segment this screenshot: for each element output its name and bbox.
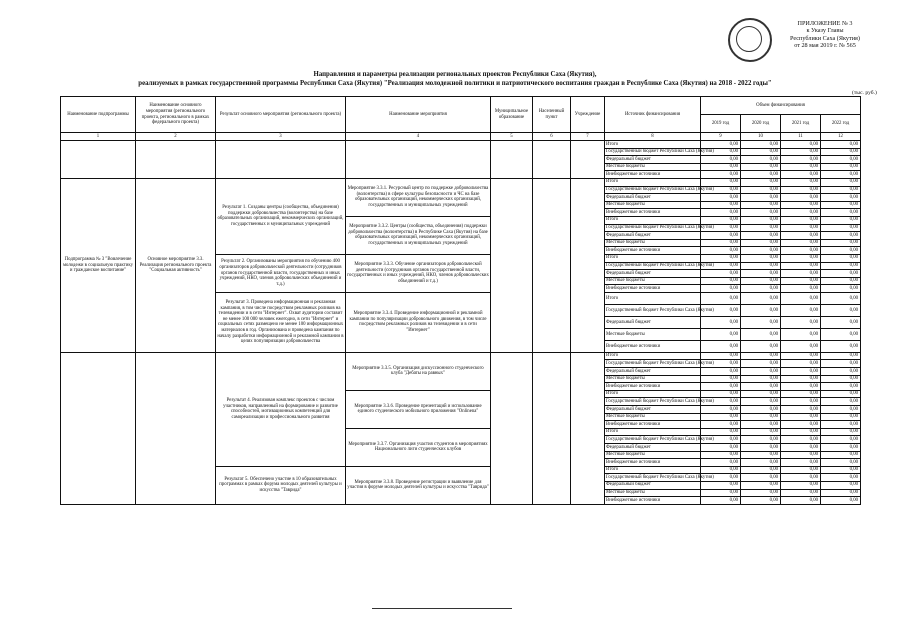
amount-cell: 0,00	[821, 209, 861, 217]
amount-cell: 0,00	[821, 239, 861, 247]
header-year: 2019 год	[701, 115, 741, 133]
amount-cell: 0,00	[701, 444, 741, 452]
amount-cell: 0,00	[701, 459, 741, 467]
amount-cell: 0,00	[821, 270, 861, 278]
source-cell: Внебюджетные источники	[605, 171, 701, 179]
amount-cell: 0,00	[781, 270, 821, 278]
amount-cell: 0,00	[701, 466, 741, 474]
amount-cell: 0,00	[821, 413, 861, 421]
activity-cell: Мероприятие 3.3.3. Обучение организаторов добровольческой деятельности (сотрудников органов государственной власти, государственных и иных учреждений, НКО, членов добровольческих объединений и т.д.)	[346, 254, 491, 292]
amount-cell: 0,00	[781, 328, 821, 340]
amount-cell: 0,00	[781, 436, 821, 444]
amount-cell: 0,00	[821, 406, 861, 414]
amount-cell: 0,00	[821, 375, 861, 383]
amount-cell: 0,00	[781, 247, 821, 255]
amount-cell: 0,00	[741, 489, 781, 497]
amount-cell: 0,00	[741, 413, 781, 421]
settlement-cell	[533, 178, 571, 352]
amount-cell: 0,00	[781, 481, 821, 489]
subprogram-cell: Подпрограмма № 3 "Вовлечение молодежи в социальную практику и гражданское воспитание"	[61, 178, 136, 352]
amount-cell: 0,00	[781, 474, 821, 482]
amount-cell: 0,00	[701, 292, 741, 304]
amount-cell: 0,00	[821, 360, 861, 368]
amount-cell: 0,00	[821, 340, 861, 352]
source-cell: Итого	[605, 216, 701, 224]
sub-empty	[61, 141, 136, 179]
amount-cell: 0,00	[741, 406, 781, 414]
amount-cell: 0,00	[741, 171, 781, 179]
column-number: 6	[533, 133, 571, 141]
source-cell: Внебюджетные источники	[605, 340, 701, 352]
source-cell: Федеральный бюджет	[605, 406, 701, 414]
amount-cell: 0,00	[701, 316, 741, 328]
amount-cell: 0,00	[701, 406, 741, 414]
amount-cell: 0,00	[701, 360, 741, 368]
column-number: 1	[61, 133, 136, 141]
amount-cell: 0,00	[781, 156, 821, 164]
appendix-line: Республики Саха (Якутия)	[790, 34, 860, 42]
amount-cell: 0,00	[701, 232, 741, 240]
amount-cell: 0,00	[821, 201, 861, 209]
source-cell: Местные бюджеты	[605, 489, 701, 497]
source-cell: Местные бюджеты	[605, 201, 701, 209]
header-year: 2020 год	[741, 115, 781, 133]
amount-cell: 0,00	[741, 277, 781, 285]
amount-cell: 0,00	[781, 209, 821, 217]
amount-cell: 0,00	[701, 497, 741, 505]
amount-cell: 0,00	[781, 406, 821, 414]
municipality-cell	[491, 352, 533, 504]
main-activity-cell: Основное мероприятие 3.3. Реализация регионального проекта "Социальная активность"	[136, 178, 216, 352]
amount-cell: 0,00	[741, 156, 781, 164]
header-source: Источник финансирования	[605, 97, 701, 133]
amount-cell: 0,00	[821, 254, 861, 262]
sub-empty	[61, 352, 136, 504]
source-cell: Итого	[605, 292, 701, 304]
activity-cell: Мероприятие 3.3.4. Проведение информационной и рекламной кампании по популяризации добровольного движения, в том числе посредством рекламных роликов на телевидении и в сети "Интернет"	[346, 292, 491, 352]
source-cell: Государственный бюджет Республики Саха (Якутия)	[606, 398, 714, 404]
activity-cell: Мероприятие 3.3.8. Проведение регистрации и выявление для участия в форуме молодых деятелей культуры и искусства "Таврида"	[346, 466, 491, 504]
source-cell: Государственный бюджет Республики Саха (Якутия)	[606, 436, 714, 442]
amount-cell: 0,00	[781, 232, 821, 240]
amount-cell: 0,00	[741, 194, 781, 202]
activity-cell: Мероприятие 3.3.1. Ресурсный центр по поддержке добровольчества (волонтерства) в сфере культуры безопасности и ЧС на базе образовательных организаций, некоммерческих организаций, государственных и муниципальных учреждений	[346, 178, 491, 216]
amount-cell: 0,00	[701, 270, 741, 278]
amount-cell: 0,00	[701, 239, 741, 247]
source-cell: Государственный бюджет Республики Саха (Якутия)	[606, 263, 714, 268]
amount-cell: 0,00	[701, 247, 741, 255]
amount-cell: 0,00	[821, 285, 861, 293]
source-cell: Местные бюджеты	[605, 163, 701, 171]
amount-cell: 0,00	[701, 304, 741, 316]
amount-cell: 0,00	[821, 316, 861, 328]
amount-cell: 0,00	[741, 390, 781, 398]
amount-cell: 0,00	[781, 497, 821, 505]
amount-cell: 0,00	[701, 277, 741, 285]
amount-cell: 0,00	[701, 428, 741, 436]
amount-cell: 0,00	[781, 459, 821, 467]
amount-cell: 0,00	[821, 459, 861, 467]
amount-cell: 0,00	[741, 239, 781, 247]
amount-cell: 0,00	[741, 459, 781, 467]
source-cell: Внебюджетные источники	[605, 247, 701, 255]
source-cell: Федеральный бюджет	[605, 316, 701, 328]
source-cell: Итого	[605, 141, 701, 149]
amount-cell: 0,00	[741, 216, 781, 224]
source-cell: Местные бюджеты	[605, 375, 701, 383]
amount-cell: 0,00	[821, 156, 861, 164]
amount-cell: 0,00	[741, 178, 781, 186]
amount-cell: 0,00	[741, 209, 781, 217]
source-cell: Государственный бюджет Республики Саха (Якутия)	[606, 360, 714, 366]
activity-cell: Мероприятие 3.3.6. Проведение презентаций и использование единого студенческого мобильного приложения "Onlinena"	[346, 390, 491, 428]
amount-cell: 0,00	[741, 270, 781, 278]
amount-cell: 0,00	[781, 451, 821, 459]
amount-cell: 0,00	[781, 316, 821, 328]
amount-cell: 0,00	[821, 163, 861, 171]
source-cell: Государственный бюджет Республики Саха (Якутия)	[605, 304, 701, 316]
source-cell: Федеральный бюджет	[605, 156, 701, 164]
amount-cell: 0,00	[781, 413, 821, 421]
amount-cell: 0,00	[741, 247, 781, 255]
amount-cell: 0,00	[821, 489, 861, 497]
amount-cell: 0,00	[741, 316, 781, 328]
amount-cell: 0,00	[701, 368, 741, 376]
title-line-1: Направления и параметры реализации региональных проектов Республики Саха (Якутия),	[313, 71, 597, 78]
source-cell: Государственный бюджет Республики Саха (Якутия)	[606, 187, 714, 193]
source-cell: Федеральный бюджет	[605, 232, 701, 240]
result-cell: Результат 2. Организованы мероприятия по обучению 400 организаторов добровольческой деятельности (сотрудников органов государственной власти, государственных и иных учреждений, НКО, членов добровольческих объединений и т.д.)	[216, 254, 346, 292]
amount-cell: 0,00	[781, 148, 821, 156]
amount-cell: 0,00	[781, 340, 821, 352]
column-number: 3	[216, 133, 346, 141]
amount-cell: 0,00	[821, 148, 861, 156]
amount-cell: 0,00	[741, 352, 781, 360]
title-line-2: реализуемых в рамках государственной программы Республики Саха (Якутия) "Реализация молодежной политики и патриотического воспитания граждан в Республике Саха (Якутия) на 2018 - 2022 годы"	[138, 79, 772, 87]
municipality-cell	[491, 178, 533, 352]
main-empty	[136, 352, 216, 504]
table-body	[61, 141, 861, 505]
column-number: 2	[136, 133, 216, 141]
amount-cell: 0,00	[781, 360, 821, 368]
amount-cell: 0,00	[701, 481, 741, 489]
amount-cell: 0,00	[741, 383, 781, 391]
amount-cell: 0,00	[821, 247, 861, 255]
amount-cell: 0,00	[741, 398, 781, 406]
source-cell: Итого	[605, 178, 701, 186]
amount-cell: 0,00	[781, 304, 821, 316]
amount-cell: 0,00	[821, 224, 861, 232]
amount-cell: 0,00	[781, 216, 821, 224]
amount-cell: 0,00	[701, 216, 741, 224]
amount-cell: 0,00	[701, 489, 741, 497]
source-cell: Внебюджетные источники	[605, 497, 701, 505]
amount-cell: 0,00	[701, 148, 741, 156]
amount-cell: 0,00	[701, 262, 741, 270]
amount-cell: 0,00	[701, 156, 741, 164]
amount-cell: 0,00	[821, 194, 861, 202]
amount-cell: 0,00	[701, 163, 741, 171]
source-cell: Местные бюджеты	[605, 328, 701, 340]
amount-cell: 0,00	[741, 368, 781, 376]
amount-cell: 0,00	[741, 340, 781, 352]
amount-cell: 0,00	[741, 474, 781, 482]
amount-cell: 0,00	[781, 383, 821, 391]
amount-cell: 0,00	[821, 328, 861, 340]
amount-cell: 0,00	[821, 383, 861, 391]
institution-cell	[571, 141, 605, 179]
source-cell: Местные бюджеты	[605, 413, 701, 421]
amount-cell: 0,00	[741, 497, 781, 505]
source-cell: Внебюджетные источники	[605, 383, 701, 391]
amount-cell: 0,00	[701, 451, 741, 459]
settlement-cell	[533, 141, 571, 179]
result-cell: Результат 3. Проведена информационная и рекламная кампания, в том числе посредством рекламных роликов на телевидении и в сети "Интернет". Охват аудитории составит не менее 100 000 человек ежегодно, в сети "Интернет" и социальных сетях размещено не менее 100 информационных материалов в год. Организована и проведена кампания по началу разработки информационной и рекламной кампании в целях популяризации добровольчества	[216, 292, 346, 352]
municipality-cell	[491, 141, 533, 179]
amount-cell: 0,00	[781, 262, 821, 270]
source-cell: Итого	[605, 428, 701, 436]
amount-cell: 0,00	[821, 497, 861, 505]
amount-cell: 0,00	[821, 216, 861, 224]
amount-cell: 0,00	[741, 262, 781, 270]
column-number: 8	[605, 133, 701, 141]
amount-cell: 0,00	[781, 292, 821, 304]
amount-cell: 0,00	[701, 254, 741, 262]
institution-cell	[571, 352, 605, 504]
header-activity: Наименование мероприятия	[346, 97, 491, 133]
amount-cell: 0,00	[821, 466, 861, 474]
amount-cell: 0,00	[821, 444, 861, 452]
amount-cell: 0,00	[701, 375, 741, 383]
header-municipality: Муниципальное образование	[491, 97, 533, 133]
amount-cell: 0,00	[821, 436, 861, 444]
amount-cell: 0,00	[741, 254, 781, 262]
amount-cell: 0,00	[741, 201, 781, 209]
amount-cell: 0,00	[781, 489, 821, 497]
amount-cell: 0,00	[701, 383, 741, 391]
activity-cell: Мероприятие 3.3.2. Центры (сообщества, объединения) поддержки добровольчества (волонтерства) в Республике Саха (Якутия) на базе образовательных организаций, некоммерческих организаций, государственных и муниципальных учреждений	[346, 216, 491, 254]
amount-cell: 0,00	[781, 254, 821, 262]
header-result: Результат основного мероприятия (регионального проекта)	[216, 97, 346, 133]
amount-cell: 0,00	[781, 375, 821, 383]
amount-cell: 0,00	[821, 428, 861, 436]
amount-cell: 0,00	[701, 390, 741, 398]
amount-cell: 0,00	[701, 171, 741, 179]
amount-cell: 0,00	[701, 186, 741, 194]
amount-cell: 0,00	[821, 368, 861, 376]
amount-cell: 0,00	[781, 178, 821, 186]
header-subprogram: Наименование подпрограммы	[61, 97, 136, 133]
amount-cell: 0,00	[821, 481, 861, 489]
amount-cell: 0,00	[781, 194, 821, 202]
amount-cell: 0,00	[781, 201, 821, 209]
source-cell: Государственный бюджет Республики Саха (Якутия)	[606, 474, 714, 480]
activity-cell: Мероприятие 3.3.5. Организация дискуссионного студенческого клуба "Дебаты на равных"	[346, 352, 491, 390]
amount-cell: 0,00	[781, 352, 821, 360]
table-row	[61, 141, 861, 149]
result-cell: Результат 5. Обеспечено участие в 10 образовательных программах в рамках форума молодых деятелей культуры и искусства "Таврида"	[216, 466, 346, 504]
amount-cell: 0,00	[821, 304, 861, 316]
amount-cell: 0,00	[821, 232, 861, 240]
amount-cell: 0,00	[821, 178, 861, 186]
source-cell: Местные бюджеты	[605, 239, 701, 247]
amount-cell: 0,00	[701, 209, 741, 217]
source-cell: Федеральный бюджет	[605, 270, 701, 278]
source-cell: Местные бюджеты	[605, 277, 701, 285]
source-cell: Местные бюджеты	[605, 451, 701, 459]
source-cell: Итого	[605, 466, 701, 474]
amount-cell: 0,00	[701, 436, 741, 444]
amount-cell: 0,00	[821, 352, 861, 360]
amount-cell: 0,00	[741, 360, 781, 368]
amount-cell: 0,00	[701, 413, 741, 421]
amount-cell: 0,00	[741, 304, 781, 316]
act-empty	[346, 141, 491, 179]
amount-cell: 0,00	[701, 421, 741, 429]
amount-cell: 0,00	[821, 398, 861, 406]
amount-cell: 0,00	[741, 436, 781, 444]
amount-cell: 0,00	[741, 148, 781, 156]
column-number: 12	[821, 133, 861, 141]
settlement-cell	[533, 352, 571, 504]
amount-cell: 0,00	[741, 285, 781, 293]
amount-cell: 0,00	[781, 277, 821, 285]
column-number: 10	[741, 133, 781, 141]
amount-cell: 0,00	[741, 186, 781, 194]
amount-cell: 0,00	[701, 178, 741, 186]
amount-cell: 0,00	[781, 224, 821, 232]
amount-cell: 0,00	[741, 163, 781, 171]
amount-cell: 0,00	[741, 328, 781, 340]
amount-cell: 0,00	[741, 224, 781, 232]
amount-cell: 0,00	[701, 141, 741, 149]
source-cell: Государственный бюджет Республики Саха (Якутия)	[606, 225, 714, 231]
amount-cell: 0,00	[821, 171, 861, 179]
header-year: 2022 год	[821, 115, 861, 133]
amount-cell: 0,00	[781, 285, 821, 293]
amount-cell: 0,00	[781, 444, 821, 452]
appendix-block	[760, 20, 890, 50]
source-cell: Внебюджетные источники	[605, 285, 701, 293]
amount-cell: 0,00	[781, 186, 821, 194]
header-main-activity: Наименование основного мероприятия (регионального проекта, регионального в рамках федерального проекта)	[136, 97, 216, 133]
amount-cell: 0,00	[701, 201, 741, 209]
source-cell: Итого	[605, 254, 701, 262]
header-year: 2021 год	[781, 115, 821, 133]
column-number: 11	[781, 133, 821, 141]
header-institution: Учреждение	[571, 97, 605, 133]
amount-cell: 0,00	[741, 466, 781, 474]
amount-cell: 0,00	[741, 375, 781, 383]
column-number: 4	[346, 133, 491, 141]
source-cell: Итого	[605, 352, 701, 360]
table-row	[61, 352, 861, 360]
amount-cell: 0,00	[821, 186, 861, 194]
appendix-line: к Указу Главы	[806, 27, 844, 35]
amount-cell: 0,00	[701, 194, 741, 202]
amount-cell: 0,00	[821, 474, 861, 482]
amount-cell: 0,00	[701, 474, 741, 482]
source-cell: Итого	[605, 390, 701, 398]
amount-cell: 0,00	[701, 398, 741, 406]
source-cell: Внебюджетные источники	[605, 209, 701, 217]
amount-cell: 0,00	[741, 481, 781, 489]
funding-table	[60, 96, 861, 505]
source-cell: Федеральный бюджет	[605, 444, 701, 452]
amount-cell: 0,00	[741, 451, 781, 459]
header-settlement: Населенный пункт	[533, 97, 571, 133]
amount-cell: 0,00	[781, 141, 821, 149]
amount-cell: 0,00	[701, 224, 741, 232]
column-number: 5	[491, 133, 533, 141]
amount-cell: 0,00	[821, 262, 861, 270]
footer-rule	[372, 608, 512, 609]
source-cell: Федеральный бюджет	[605, 481, 701, 489]
amount-cell: 0,00	[821, 421, 861, 429]
amount-cell: 0,00	[821, 277, 861, 285]
amount-cell: 0,00	[741, 428, 781, 436]
amount-cell: 0,00	[821, 141, 861, 149]
amount-cell: 0,00	[821, 451, 861, 459]
source-cell: Внебюджетные источники	[605, 459, 701, 467]
amount-cell: 0,00	[781, 368, 821, 376]
source-cell: Федеральный бюджет	[605, 368, 701, 376]
amount-cell: 0,00	[781, 421, 821, 429]
header-funding: Объем финансирования	[701, 97, 861, 115]
amount-cell: 0,00	[781, 398, 821, 406]
source-cell: Федеральный бюджет	[605, 194, 701, 202]
document-title	[90, 71, 820, 88]
amount-cell: 0,00	[781, 466, 821, 474]
appendix-line: ПРИЛОЖЕНИЕ № 3	[797, 20, 853, 27]
amount-cell: 0,00	[741, 444, 781, 452]
result-cell: Результат 1. Созданы центры (сообщества, объединения) поддержки добровольчества (волонтерства) на базе образовательных организаций, некоммерческих организаций, государственных и муниципальных учреждений	[216, 178, 346, 254]
amount-cell: 0,00	[741, 141, 781, 149]
amount-cell: 0,00	[821, 292, 861, 304]
main-empty	[136, 141, 216, 179]
source-cell: Внебюджетные источники	[605, 421, 701, 429]
amount-cell: 0,00	[701, 340, 741, 352]
column-number: 9	[701, 133, 741, 141]
amount-cell: 0,00	[781, 390, 821, 398]
amount-cell: 0,00	[821, 390, 861, 398]
appendix-line: от 28 мая 2019 г. № 565	[794, 42, 856, 50]
amount-cell: 0,00	[781, 428, 821, 436]
amount-cell: 0,00	[701, 352, 741, 360]
activity-cell: Мероприятие 3.3.7. Организация участия студентов в мероприятиях Национального лиги студенческих клубов	[346, 428, 491, 466]
amount-cell: 0,00	[781, 171, 821, 179]
amount-cell: 0,00	[701, 285, 741, 293]
amount-cell: 0,00	[701, 328, 741, 340]
unit-label: (тыс. руб.)	[852, 90, 877, 96]
amount-cell: 0,00	[781, 239, 821, 247]
result-cell: Результат 4. Реализован комплекс проектов с числом участников, направленный на формирование и развитие способностей, мотивационных компетенций для самореализации и профессионального развития	[216, 352, 346, 466]
amount-cell: 0,00	[781, 163, 821, 171]
amount-cell: 0,00	[741, 292, 781, 304]
amount-cell: 0,00	[741, 232, 781, 240]
institution-cell	[571, 178, 605, 352]
source-cell: Государственный бюджет Республики Саха (Якутия)	[606, 149, 714, 155]
column-number: 7	[571, 133, 605, 141]
res-empty	[216, 141, 346, 179]
amount-cell: 0,00	[741, 421, 781, 429]
table-row	[61, 178, 861, 186]
